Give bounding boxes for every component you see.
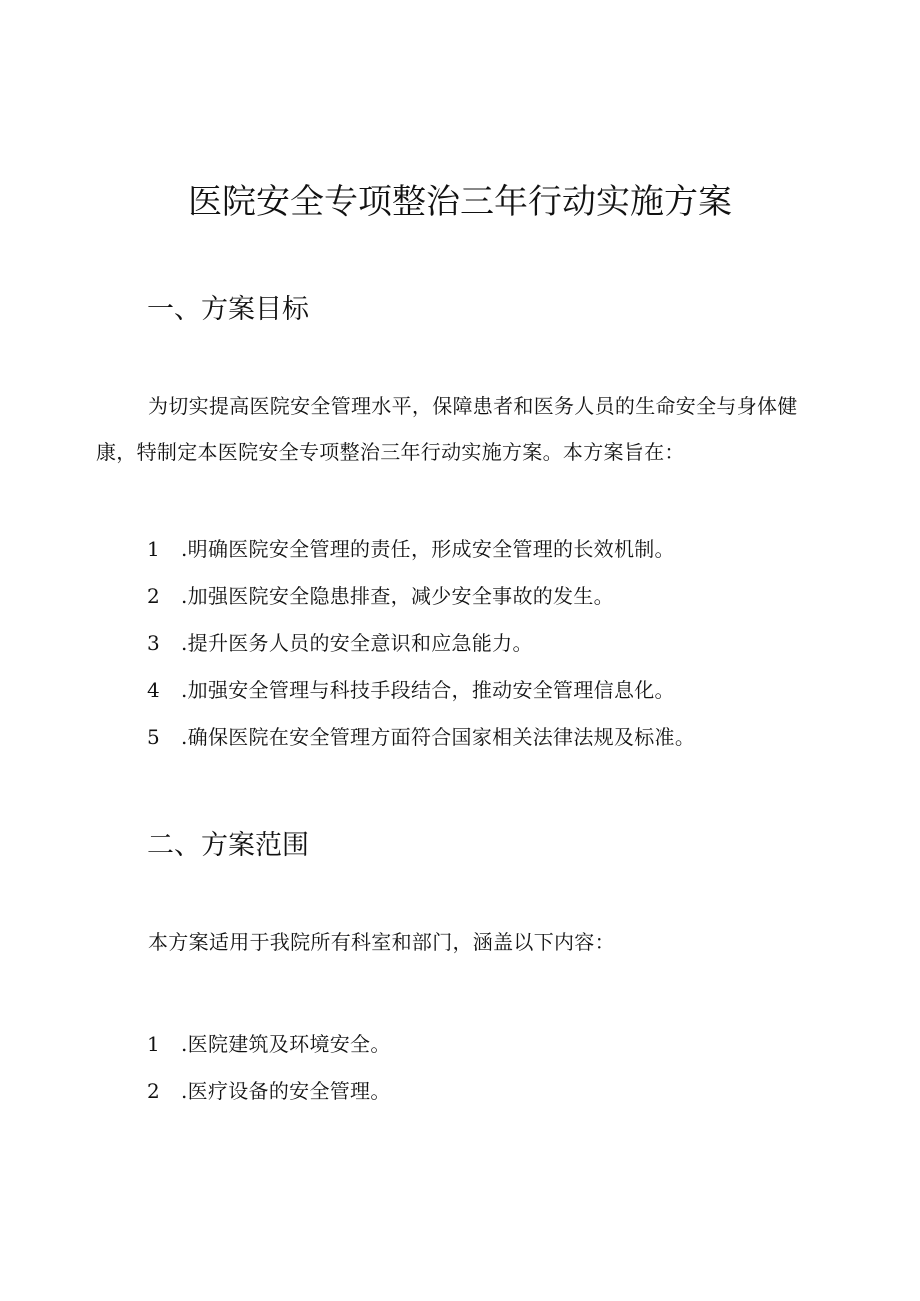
section-heading-scope: 二、方案范围: [147, 830, 309, 861]
goal-item-1: [147, 534, 675, 564]
scope-item-number: 1: [147, 1032, 161, 1056]
goal-item-text: .加强安全管理与科技手段结合，推动安全管理信息化。: [181, 678, 675, 702]
goal-item-5: [147, 722, 695, 752]
goal-item-text: .确保医院在安全管理方面符合国家相关法律法规及标准。: [181, 725, 696, 749]
goal-item-text: .加强医院安全隐患排查，减少安全事故的发生。: [181, 584, 614, 608]
goal-item-3: [147, 628, 533, 658]
goal-item-number: 5: [147, 725, 161, 749]
goal-item-text: .提升医务人员的安全意识和应急能力。: [181, 631, 533, 655]
scope-item-text: .医疗设备的安全管理。: [181, 1079, 391, 1103]
goal-item-text: .明确医院安全管理的责任，形成安全管理的长效机制。: [181, 537, 675, 561]
goal-item-number: 4: [147, 678, 161, 702]
goal-item-4: [147, 675, 675, 705]
goal-item-number: 3: [147, 631, 161, 655]
scope-item-text: .医院建筑及环境安全。: [181, 1032, 391, 1056]
scope-intro-paragraph: 本方案适用于我院所有科室和部门，涵盖以下内容：: [148, 930, 615, 954]
scope-item-number: 2: [147, 1079, 161, 1103]
scope-item-1: [147, 1029, 391, 1059]
document-title: 医院安全专项整治三年行动实施方案: [188, 182, 732, 222]
goal-item-number: 1: [147, 537, 161, 561]
goal-item-number: 2: [147, 584, 161, 608]
scope-item-2: [147, 1076, 391, 1106]
goals-intro-paragraph: 为切实提高医院安全管理水平，保障患者和医务人员的生命安全与身体健康，特制定本医院安全专项整治三年行动实施方案。本方案旨在：: [96, 394, 798, 464]
goal-item-2: [147, 581, 614, 611]
section-heading-goals: 一、方案目标: [147, 294, 309, 325]
